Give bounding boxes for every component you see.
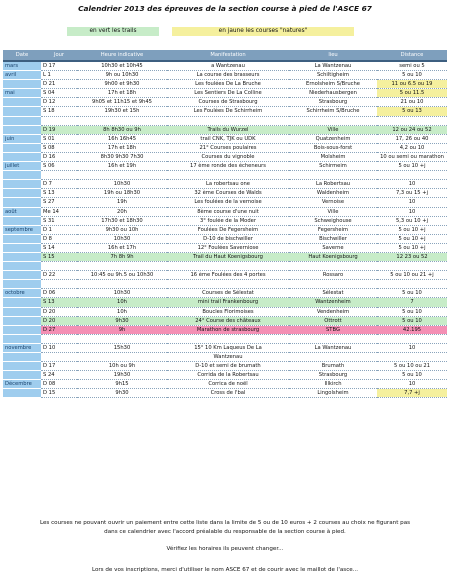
col-place-header: lieu (289, 50, 377, 61)
cell-distance: 12 ou 24 ou 52 (377, 125, 447, 134)
table-row (3, 116, 447, 125)
cell-day: D 21 (41, 80, 77, 89)
cell-event: 32 ème Courses de Walds (167, 189, 289, 198)
cell-month (3, 216, 41, 225)
cell-time: 10:45 ou 9h.5 ou 10h30 (77, 271, 167, 280)
cell-month (3, 298, 41, 307)
cell-event: Les Sentiers De La Colline (167, 89, 289, 98)
table-row (3, 316, 447, 325)
cell-place: Brumath (289, 362, 377, 371)
cell-event: 17 ème ronde des écheneurs (167, 162, 289, 171)
cell-month (3, 362, 41, 371)
cell-time: 19h30 et 15h (77, 107, 167, 116)
cell-event: Les Foulées De Schirrheim (167, 107, 289, 116)
cell-distance (377, 262, 447, 271)
cell-distance (377, 334, 447, 343)
cell-event: a Wantzenau (167, 61, 289, 71)
cell-time: 19h (77, 198, 167, 207)
cell-event: La robertsau one (167, 180, 289, 189)
cell-place: Sélestat (289, 289, 377, 298)
cell-month (3, 152, 41, 161)
cell-place: Strasbourg (289, 371, 377, 380)
cell-month (3, 198, 41, 207)
cell-event: Trails du Wurzel (167, 125, 289, 134)
note-check-times: Vérifiez les horaires ils peuvent changer... (166, 546, 284, 552)
cell-distance: 21 ou 10 (377, 98, 447, 107)
cell-distance: 10 (377, 198, 447, 207)
cell-time: 16h et 19h (77, 162, 167, 171)
cell-day: D 10 (41, 343, 77, 352)
cell-place: Molsheim (289, 152, 377, 161)
cell-distance: 5 ou 10 (377, 371, 447, 380)
cell-time (77, 262, 167, 271)
cell-month (3, 234, 41, 243)
cell-time: 9h30 ou 10h (77, 225, 167, 234)
cell-place: Rossaro (289, 271, 377, 280)
cell-time: 9h00 et 9h30 (77, 80, 167, 89)
table-row (3, 134, 447, 143)
cell-time: 9h30 (77, 389, 167, 398)
cell-month: juillet (3, 162, 41, 171)
cell-place (289, 262, 377, 271)
cell-day: S 06 (41, 162, 77, 171)
cell-place: Bischwiller (289, 234, 377, 243)
cell-event: Corrida de la Robertsau (167, 371, 289, 380)
cell-day: D 16 (41, 152, 77, 161)
cell-event: Boucles Florimoises (167, 307, 289, 316)
table-row (3, 152, 447, 161)
cell-day: Me 14 (41, 207, 77, 216)
cell-day: S 04 (41, 89, 77, 98)
cell-month (3, 189, 41, 198)
cell-place: Ottrott (289, 316, 377, 325)
cell-time (77, 353, 167, 362)
cell-event: Les foulées De La Bruche (167, 80, 289, 89)
cell-distance: 5 ou 10 ou 21 (377, 362, 447, 371)
cell-distance: 17, 26 ou 40 (377, 134, 447, 143)
cell-place: Lingolsheim (289, 389, 377, 398)
legend-nature: en jaune les courses "natures" (172, 27, 354, 36)
cell-distance: 5 ou 10 (377, 289, 447, 298)
cell-time: 9h05 et 11h15 et 9h45 (77, 98, 167, 107)
cell-month (3, 180, 41, 189)
cell-day (41, 262, 77, 271)
cell-month (3, 325, 41, 334)
cell-time (77, 171, 167, 180)
table-row (3, 234, 447, 243)
cell-time: 10h (77, 307, 167, 316)
cell-day: S 18 (41, 107, 77, 116)
cell-event (167, 116, 289, 125)
table-row (3, 162, 447, 171)
col-time-header: Heure indicative (77, 50, 167, 61)
table-row (3, 107, 447, 116)
table-row (3, 380, 447, 389)
cell-place: Schiltigheim (289, 71, 377, 80)
cell-event: Les foulées de la vernoise (167, 198, 289, 207)
table-row (3, 362, 447, 371)
cell-distance: 10 (377, 343, 447, 352)
cell-event: 12° Foulées Saverniose (167, 243, 289, 252)
cell-day: S 24 (41, 371, 77, 380)
cell-place: Strasbourg (289, 98, 377, 107)
cell-place: Quatzenheim (289, 134, 377, 143)
cell-time: 17h30 et 18h30 (77, 216, 167, 225)
cell-time: 19h ou 18h30 (77, 189, 167, 198)
cell-distance: 7,7 +j (377, 389, 447, 398)
cell-distance: 5 ou 10 +j (377, 162, 447, 171)
cell-day (41, 116, 77, 125)
cell-month (3, 116, 41, 125)
cell-month (3, 107, 41, 116)
col-day-header: Jour (41, 50, 77, 61)
cell-day: D 20 (41, 316, 77, 325)
cell-month: Décembre (3, 380, 41, 389)
cell-distance: 7,3 ou 15 +j (377, 189, 447, 198)
cell-place: Niederhausbergen (289, 89, 377, 98)
cell-distance: 10 (377, 207, 447, 216)
cell-day: D 27 (41, 325, 77, 334)
cell-time: 10h30 (77, 234, 167, 243)
cell-time: 9h15 (77, 380, 167, 389)
legend-trails: en vert les trails (67, 27, 159, 36)
cell-place: Schirrheim S/Bruche (289, 107, 377, 116)
cell-event: Cross de l'bal (167, 389, 289, 398)
cell-place: STBG (289, 325, 377, 334)
cell-distance: 5 ou 10 +j (377, 234, 447, 243)
cell-day: D 20 (41, 307, 77, 316)
cell-time (77, 116, 167, 125)
cell-event: Wantzenau (167, 353, 289, 362)
cell-day: D 1 (41, 225, 77, 234)
cell-distance: 5,3 ou 10 +j (377, 216, 447, 225)
cell-day: D 8 (41, 234, 77, 243)
cell-event: Courses du vignoble (167, 152, 289, 161)
cell-day: D 7 (41, 180, 77, 189)
cell-day (41, 280, 77, 289)
cell-time: 17h et 18h (77, 143, 167, 152)
cell-month: août (3, 207, 41, 216)
cell-month (3, 307, 41, 316)
cell-event: Trail du Haut Koenigsbourg (167, 252, 289, 261)
cell-time: 20h (77, 207, 167, 216)
cell-event: 3° foulée de la Moder (167, 216, 289, 225)
cell-month (3, 280, 41, 289)
cell-time: 10h ou 9h (77, 362, 167, 371)
table-row (3, 61, 447, 71)
cell-distance: 10 (377, 380, 447, 389)
cell-time (77, 334, 167, 343)
table-row (3, 198, 447, 207)
cell-month: juin (3, 134, 41, 143)
table-row (3, 307, 447, 316)
table-row (3, 243, 447, 252)
cell-time: 8h30 9h30 7h30 (77, 152, 167, 161)
cell-day: D 19 (41, 125, 77, 134)
calendar-table (3, 50, 447, 398)
cell-day: D 15 (41, 389, 77, 398)
cell-event: Courses de Strasbourg (167, 98, 289, 107)
cell-event: Corrica de noël (167, 380, 289, 389)
note-rules-1: Les courses ne pouvant ouvrir un paiement entre cette liste dans la limite de 5 ou de 10 euros + 2 courses au choix ne figurant pas (39, 520, 411, 526)
cell-event: 8ème course d'une nuit (167, 207, 289, 216)
cell-event: D-10 de bischwiller (167, 234, 289, 243)
cell-distance (377, 280, 447, 289)
cell-time: 15h30 (77, 343, 167, 352)
cell-time (77, 280, 167, 289)
cell-event (167, 262, 289, 271)
table-row (3, 207, 447, 216)
cell-event: Courses de Sélestat (167, 289, 289, 298)
cell-month: mars (3, 61, 41, 71)
cell-place: Fegersheim (289, 225, 377, 234)
cell-distance: 5 ou 10 (377, 316, 447, 325)
cell-distance: 7 (377, 298, 447, 307)
cell-month (3, 252, 41, 261)
cell-event: La course des brasseurs (167, 71, 289, 80)
cell-distance: 5 ou 10 +j (377, 243, 447, 252)
cell-day: D 22 (41, 271, 77, 280)
cell-day: L 1 (41, 71, 77, 80)
cell-distance: 5 ou 13 (377, 107, 447, 116)
cell-place: Bois-sous-forst (289, 143, 377, 152)
cell-place (289, 171, 377, 180)
table-row (3, 325, 447, 334)
cell-day: S 13 (41, 189, 77, 198)
cell-month (3, 171, 41, 180)
cell-month (3, 98, 41, 107)
cell-place: Saverne (289, 243, 377, 252)
cell-month: septembre (3, 225, 41, 234)
cell-day: D 17 (41, 61, 77, 71)
cell-time: 10h30 (77, 289, 167, 298)
cell-month (3, 80, 41, 89)
cell-event: mini trail Frankenbourg (167, 298, 289, 307)
cell-month (3, 125, 41, 134)
cell-month: mai (3, 89, 41, 98)
cell-place: Haut Koenigsbourg (289, 252, 377, 261)
note-registration: Lors de vos inscriptions, merci d'utiliser le nom ASCE 67 et de courir avec le maillot de l'asce... (91, 567, 359, 573)
cell-distance: 5 ou 10 (377, 307, 447, 316)
table-row (3, 371, 447, 380)
table-row (3, 252, 447, 261)
cell-time: 9h ou 10h30 (77, 71, 167, 80)
cell-day: S 27 (41, 198, 77, 207)
cell-distance (377, 116, 447, 125)
cell-day: S 13 (41, 298, 77, 307)
page-title: Calendrier 2013 des épreuves de la section course à pied de l'ASCE 67 (78, 4, 372, 13)
cell-place: La Robertsau (289, 180, 377, 189)
cell-place (289, 116, 377, 125)
cell-time: 16h et 17h (77, 243, 167, 252)
table-row (3, 343, 447, 352)
cell-time: 17h et 18h (77, 89, 167, 98)
cell-day (41, 353, 77, 362)
cell-event (167, 171, 289, 180)
cell-distance: 5 ou 10 ou 21 +j (377, 271, 447, 280)
table-row (3, 98, 447, 107)
cell-place: Schirmeim (289, 162, 377, 171)
cell-time: 9h (77, 325, 167, 334)
note-rules-2: dans ce calendrier avec l'accord préalable du responsable de la section course à pied. (104, 529, 346, 535)
cell-day: S 31 (41, 216, 77, 225)
table-row (3, 353, 447, 362)
cell-distance: semi ou 5 (377, 61, 447, 71)
cell-time: 10h30 et 10h45 (77, 61, 167, 71)
cell-month (3, 271, 41, 280)
table-row (3, 71, 447, 80)
cell-day: S 01 (41, 134, 77, 143)
cell-event: Foulées De Fegersheim (167, 225, 289, 234)
table-row (3, 262, 447, 271)
cell-day: S 08 (41, 143, 77, 152)
cell-place: Vendenheim (289, 307, 377, 316)
cell-distance: 10 ou semi ou marathon (377, 152, 447, 161)
cell-month: novembre (3, 343, 41, 352)
table-row (3, 189, 447, 198)
col-distance-header: Distance (377, 50, 447, 61)
cell-event: 15° 10 Km Laqueus De La (167, 343, 289, 352)
cell-event (167, 334, 289, 343)
cell-month (3, 243, 41, 252)
cell-place: La Wantzenau (289, 61, 377, 71)
table-row (3, 125, 447, 134)
table-row (3, 289, 447, 298)
col-date-header: Date (3, 50, 41, 61)
cell-place (289, 280, 377, 289)
cell-month: octobre (3, 289, 41, 298)
cell-distance: 12 23 ou 52 (377, 252, 447, 261)
cell-time: 7h 8h 9h (77, 252, 167, 261)
cell-event: 21° Courses poulaires (167, 143, 289, 152)
cell-place: Illkirch (289, 380, 377, 389)
table-row (3, 298, 447, 307)
col-event-header: Manifestation (167, 50, 289, 61)
table-row (3, 89, 447, 98)
cell-day: S 14 (41, 243, 77, 252)
cell-time: 16h 16h45 (77, 134, 167, 143)
cell-day: D 06 (41, 289, 77, 298)
cell-distance: 10 (377, 180, 447, 189)
table-row (3, 389, 447, 398)
cell-day: S 15 (41, 252, 77, 261)
cell-time: 10h30 (77, 180, 167, 189)
table-row (3, 80, 447, 89)
cell-distance: 11 ou 6.5 ou 19 (377, 80, 447, 89)
cell-month (3, 262, 41, 271)
cell-time: 8h 8h30 ou 9h (77, 125, 167, 134)
cell-place: Ernolsheim S/Bruche (289, 80, 377, 89)
cell-distance (377, 353, 447, 362)
table-header-row (3, 50, 447, 61)
table-row (3, 143, 447, 152)
table-row (3, 180, 447, 189)
cell-month (3, 334, 41, 343)
cell-month (3, 353, 41, 362)
table-row (3, 271, 447, 280)
table-row (3, 334, 447, 343)
cell-time: 10h (77, 298, 167, 307)
cell-day: D 17 (41, 362, 77, 371)
cell-month: avril (3, 71, 41, 80)
cell-event: 16 ème Foulées des 4 portes (167, 271, 289, 280)
cell-month (3, 371, 41, 380)
cell-month (3, 389, 41, 398)
cell-place: Waldenheim (289, 189, 377, 198)
cell-event: D-10 et semi de brumath (167, 362, 289, 371)
cell-time: 9h30 (77, 316, 167, 325)
calendar-body (3, 61, 447, 398)
cell-place (289, 353, 377, 362)
cell-day (41, 171, 77, 180)
cell-place: Wantzenheim (289, 298, 377, 307)
cell-distance: 5 ou 10 +j (377, 225, 447, 234)
cell-event: 24° Course des châteaux (167, 316, 289, 325)
cell-event (167, 280, 289, 289)
cell-day (41, 334, 77, 343)
cell-time: 19h30 (77, 371, 167, 380)
table-row (3, 225, 447, 234)
cell-distance: 5 ou 10 (377, 71, 447, 80)
cell-place: Ville (289, 125, 377, 134)
cell-place (289, 334, 377, 343)
table-row (3, 171, 447, 180)
cell-distance: 4,2 ou 10 (377, 143, 447, 152)
cell-distance (377, 171, 447, 180)
cell-month (3, 143, 41, 152)
cell-place: Schweighouse (289, 216, 377, 225)
cell-event: trail CNK, TJK ou UDK (167, 134, 289, 143)
cell-event: Marathon de strasbourg (167, 325, 289, 334)
cell-month (3, 316, 41, 325)
cell-place: Vernoise (289, 198, 377, 207)
cell-place: La Wantzenau (289, 343, 377, 352)
cell-day: D 08 (41, 380, 77, 389)
cell-place: Ville (289, 207, 377, 216)
cell-distance: 5 ou 11.5 (377, 89, 447, 98)
cell-distance: 42.195 (377, 325, 447, 334)
table-row (3, 216, 447, 225)
table-row (3, 280, 447, 289)
cell-day: D 12 (41, 98, 77, 107)
